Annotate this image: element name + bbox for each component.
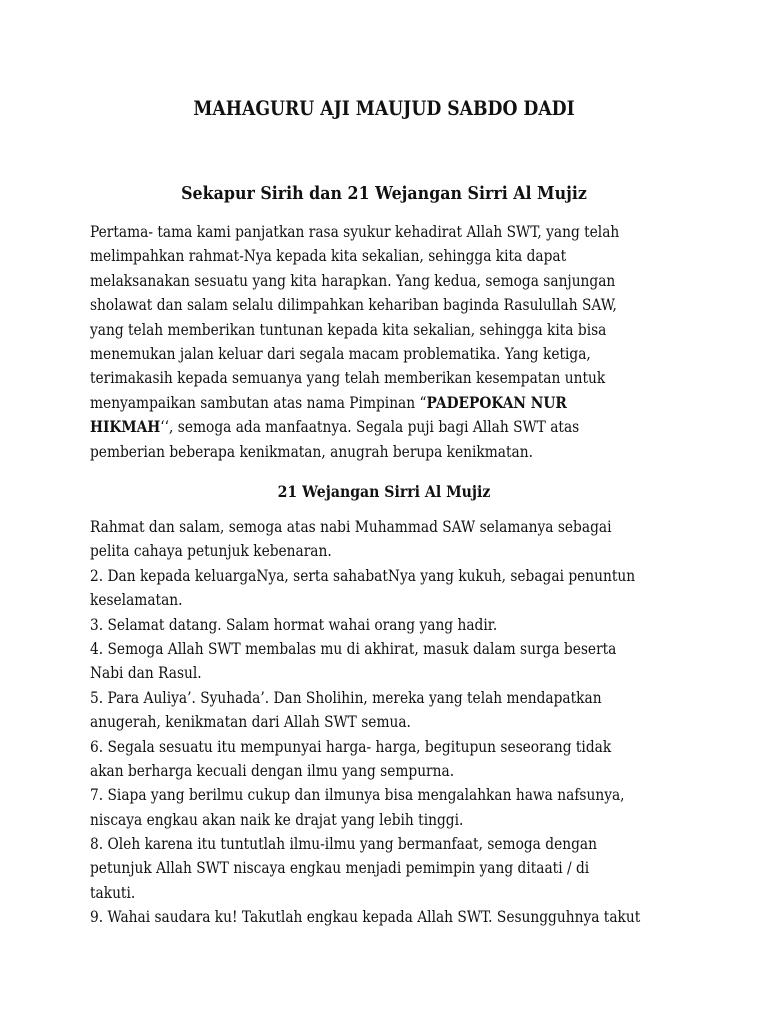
list-line: Rahmat dan salam, semoga atas nabi Muhammad SAW selamanya sebagai — [90, 517, 612, 536]
list-line: takuti. — [90, 882, 136, 902]
organization-name: PADEPOKAN NUR — [426, 392, 567, 412]
list-line: 9. Wahai saudara ku! Takutlah engkau kepada Allah SWT. Sesungguhnya takut — [90, 907, 641, 927]
text-segment: menyampaikan sambutan atas nama Pimpinan “ — [90, 392, 427, 412]
document-subtitle: Sekapur Sirih dan 21 Wejangan Sirri Al Mujiz — [181, 183, 587, 204]
list-line: 5. Para Auliya’. Syuhada’. Dan Sholihin, mereka yang telah mendapatkan — [90, 687, 602, 707]
list-line: petunjuk Allah SWT niscaya engkau menjadi pemimpin yang ditaati / di — [90, 858, 590, 878]
list-line: Nabi dan Rasul. — [90, 663, 202, 683]
list-line: pelita cahaya petunjuk kebenaran. — [90, 541, 332, 561]
list-line: 8. Oleh karena itu tuntutlah ilmu-ilmu yang bermanfaat, semoga dengan — [90, 834, 597, 854]
text-line — [90, 415, 606, 439]
list-line: keselamatan. — [90, 590, 183, 610]
text-line: sholawat dan salam selalu dilimpahkan kehariban baginda Rasulullah SAW, — [90, 295, 617, 315]
list-line: 7. Siapa yang berilmu cukup dan ilmunya bisa mengalahkan hawa nafsunya, — [90, 785, 625, 805]
list-line: akan berharga kecuali dengan ilmu yang sempurna. — [90, 760, 455, 780]
text-line: pemberian beberapa kenikmatan, anugrah berupa kenikmatan. — [90, 441, 533, 461]
list-line: 3. Selamat datang. Salam hormat wahai orang yang hadir. — [90, 614, 498, 634]
text-line: melaksanakan sesuatu yang kita harapkan. Yang kedua, semoga sanjungan — [90, 270, 616, 290]
section-heading: 21 Wejangan Sirri Al Mujiz — [277, 482, 491, 501]
list-line: 4. Semoga Allah SWT membalas mu di akhirat, masuk dalam surga beserta — [90, 638, 617, 658]
text-line: menemukan jalan keluar dari segala macam problematika. Yang ketiga, — [90, 343, 591, 363]
list-line: anugerah, kenikmatan dari Allah SWT semua. — [90, 712, 411, 732]
text-line: melimpahkan rahmat-Nya kepada kita sekalian, sehingga kita dapat — [90, 246, 567, 266]
list-line: 2. Dan kepada keluargaNya, serta sahabatNya yang kukuh, sebagai penuntun — [90, 565, 636, 585]
text-line — [90, 391, 606, 415]
text-segment: ‘‘, semoga ada manfaatnya. Segala puji bagi Allah SWT atas — [160, 417, 580, 437]
text-line: terimakasih kepada semuanya yang telah memberikan kesempatan untuk — [90, 368, 606, 388]
document-title: MAHAGURU AJI MAUJUD SABDO DADI — [193, 96, 575, 120]
wejangan-list — [90, 515, 690, 930]
text-line: yang telah memberikan tuntunan kepada kita sekalian, sehingga kita bisa — [90, 319, 607, 339]
list-line: niscaya engkau akan naik ke drajat yang lebih tinggi. — [90, 809, 464, 829]
list-line: 6. Segala sesuatu itu mempunyai harga- harga, begitupun seseorang tidak — [90, 736, 612, 756]
text-line: Pertama- tama kami panjatkan rasa syukur kehadirat Allah SWT, yang telah — [90, 222, 620, 241]
intro-paragraph — [90, 220, 690, 464]
organization-name-cont: HIKMAH — [90, 417, 161, 437]
